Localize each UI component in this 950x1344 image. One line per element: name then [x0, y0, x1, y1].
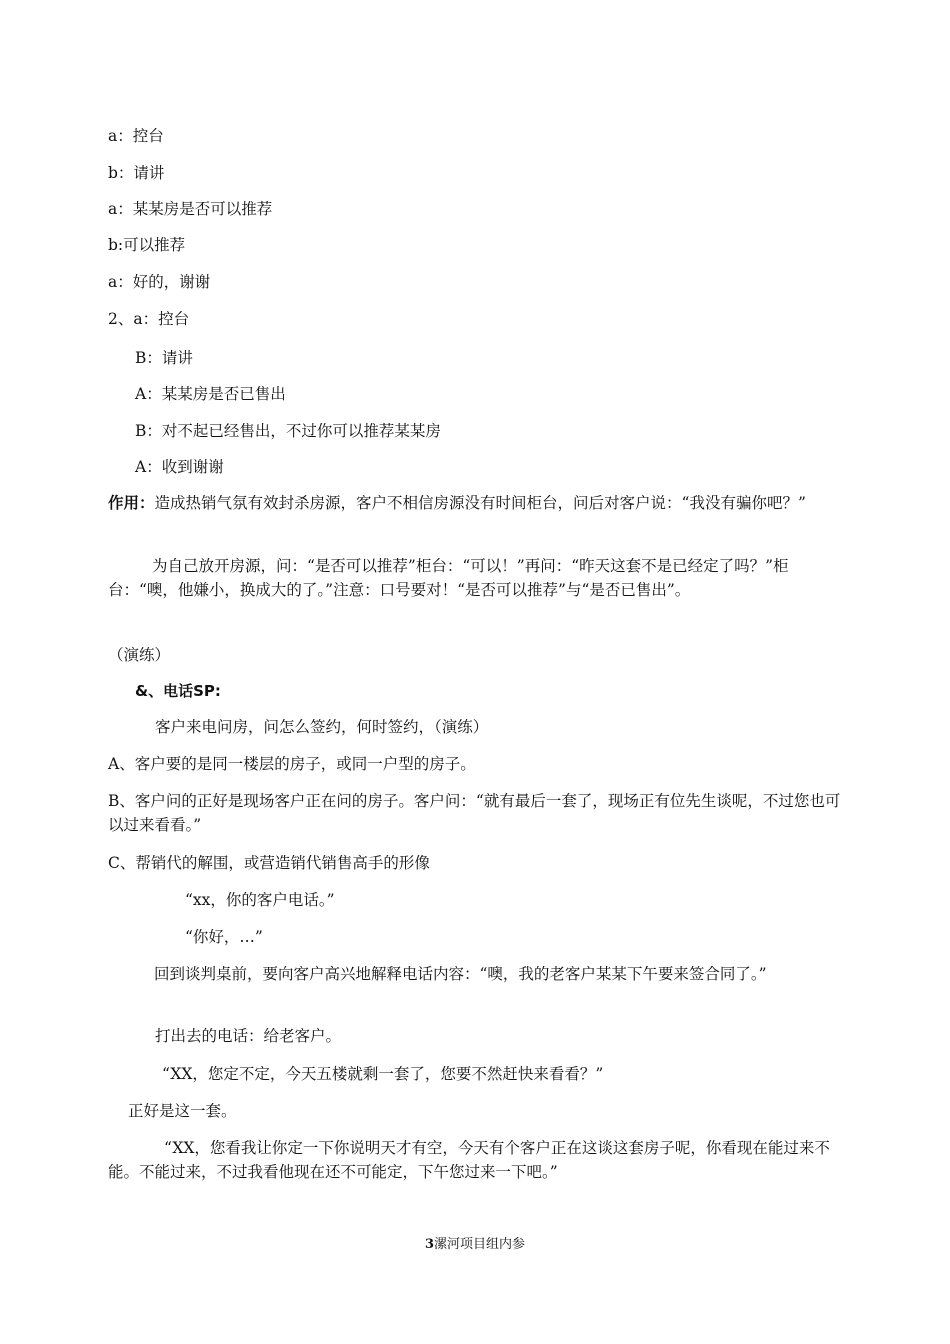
dialog1-line-4: b:可以推荐	[108, 236, 186, 254]
dialog1-line-2: b：请讲	[108, 164, 165, 182]
effect-label: 作用：	[108, 493, 155, 512]
quote-4-paragraph: “XX，您看我让你定一下你说明天才有空，今天有个客户正在这谈这套房子呢，你看现在能过来不能。不能过来，不过我看他现在还不可能定，下午您过来一下吧。”	[108, 1139, 830, 1181]
page-number: 3	[424, 1237, 435, 1252]
dialog1-line-1: a：控台	[108, 127, 164, 145]
effect-paragraph-2: 为自己放开房源，问：“是否可以推荐”柜台：“可以！”再问：“昨天这套不是已经定了吗？”柜台：“噢，他嫌小，换成大的了。”注意：口号要对！“是否可以推荐”与“是否已售出”。	[108, 557, 789, 599]
phone-sp-intro: 客户来电问房，问怎么签约，何时签约，（演练）	[155, 718, 489, 736]
quote-3: “XX，您定不定，今天五楼就剩一套了，您要不然赶快来看看？”	[162, 1065, 604, 1083]
just-this-one-line: 正好是这一套。	[128, 1102, 237, 1120]
back-to-table-paragraph: 回到谈判桌前，要向客户高兴地解释电话内容：“噢，我的老客户某某下午要来签合同了。”	[154, 965, 767, 983]
outgoing-call-line: 打出去的电话：给老客户。	[155, 1027, 342, 1045]
dialog2-line-2: B：请讲	[135, 349, 193, 367]
page-footer	[0, 1236, 950, 1254]
footer-text: 漯河项目组内参	[434, 1237, 526, 1252]
dialog2-line-4: B：对不起已经售出，不过你可以推荐某某房	[135, 422, 441, 440]
effect-paragraph	[108, 491, 848, 515]
effect-text: 造成热销气氛有效封杀房源，客户不相信房源没有时间柜台，问后对客户说：“我没有骗你吧？”	[154, 494, 806, 512]
phone-sp-item-c: C、帮销代的解围，或营造销代销售高手的形像	[108, 854, 430, 872]
dialog2-line-3: A：某某房是否已售出	[135, 385, 286, 403]
phone-sp-item-b: B、客户问的正好是现场客户正在问的房子。客户问：“就有最后一套了，现场正有位先生谈呢，不过您也可以过来看看。”	[108, 792, 841, 834]
phone-sp-item-a: A、客户要的是同一楼层的房子，或同一户型的房子。	[108, 755, 476, 773]
dialog1-line-3: a：某某房是否可以推荐	[108, 200, 273, 218]
phone-sp-heading: &、电话SP:	[135, 682, 221, 700]
dialog2-line-5: A：收到谢谢	[135, 458, 224, 476]
dialog1-line-5: a：好的，谢谢	[108, 273, 211, 291]
drill-note: （演练）	[108, 646, 171, 664]
dialog2-line-1: 2、a：控台	[108, 310, 190, 328]
quote-2: “你好，…”	[185, 928, 263, 946]
quote-1: “xx，你的客户电话。”	[185, 891, 335, 909]
